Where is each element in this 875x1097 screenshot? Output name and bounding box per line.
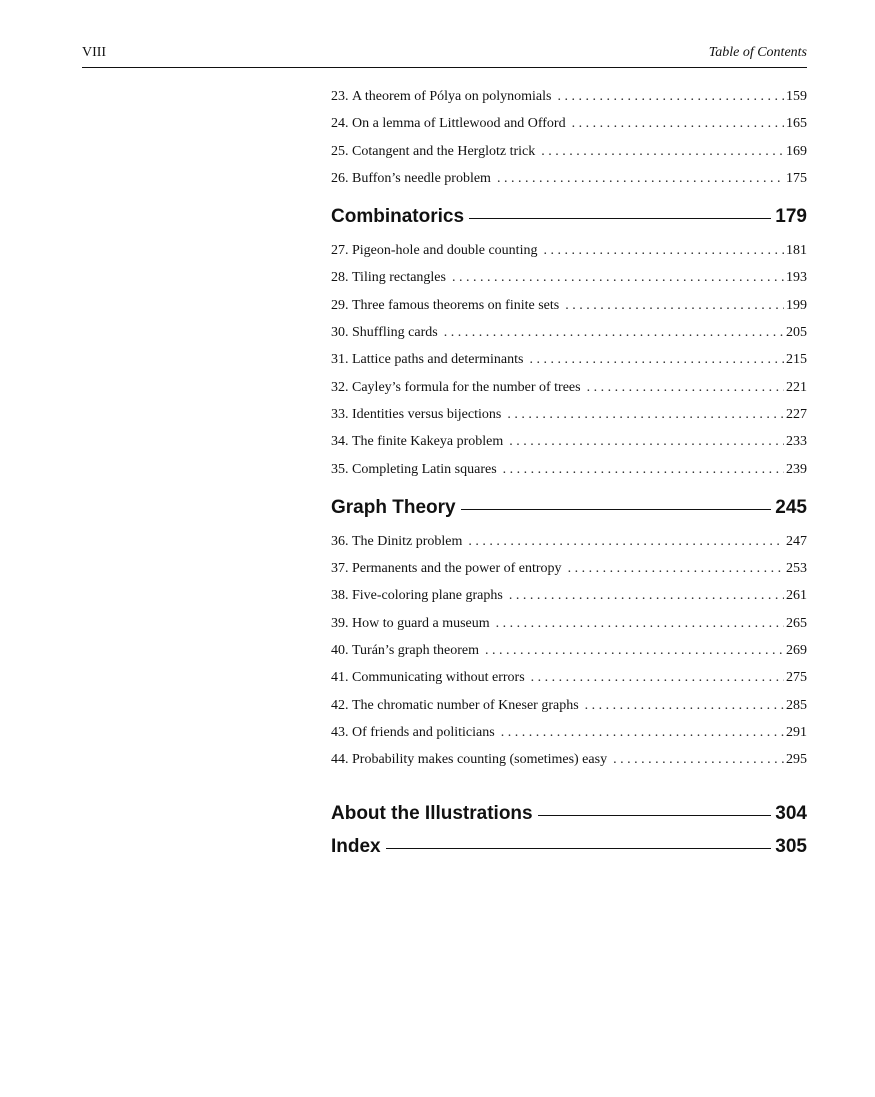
entry-title: A theorem of Pólya on polynomials [352,89,552,104]
entry-group [331,532,807,778]
entry-title: The Dinitz problem [352,533,463,549]
dot-leader [529,350,784,370]
entry-number: 39. [331,615,349,631]
entry-page: 261 [786,588,807,604]
part-title: Graph Theory [331,496,456,518]
dot-leader [509,586,784,606]
part-page: 245 [775,496,807,518]
entry-title: Probability makes counting (sometimes) easy [352,752,608,768]
heading-rule [386,848,772,849]
dot-leader [585,696,784,716]
entry-number: 33. [331,406,349,422]
entry-page: 205 [786,325,807,341]
entry-number: 44. [331,752,349,768]
entry-number: 35. [331,461,349,477]
part-title: Combinatorics [331,206,465,228]
entry-number: 23. [331,89,349,104]
toc-entry[interactable] [331,378,807,405]
entry-page: 253 [786,561,807,577]
dot-leader [468,532,784,552]
entry-title: The finite Kakeya problem [352,434,504,450]
entry-number: 38. [331,588,349,604]
toc-entry[interactable] [331,641,807,668]
table-of-contents [331,87,807,859]
entry-title: Five-coloring plane graphs [352,588,503,604]
entry-title: Three famous theorems on finite sets [352,297,560,313]
heading-rule [461,509,772,510]
part-title: Index [331,835,381,857]
entry-title: Identities versus bijections [352,406,502,422]
entry-number: 27. [331,243,349,259]
dot-leader [613,750,784,770]
dot-leader [568,559,784,579]
toc-entry[interactable] [331,241,807,268]
toc-entry[interactable] [331,614,807,641]
entry-title: Lattice paths and determinants [352,352,524,368]
dot-leader [507,405,784,425]
toc-entry[interactable] [331,696,807,723]
entry-title: Shuffling cards [352,325,438,341]
running-header [82,45,807,68]
entry-number: 30. [331,325,349,341]
entry-page: 181 [786,243,807,259]
dot-leader [503,460,784,480]
heading-rule [469,218,771,219]
entry-number: 41. [331,670,349,686]
entry-page: 291 [786,724,807,740]
entry-page: 199 [786,297,807,313]
toc-entry[interactable] [331,750,807,777]
entry-page: 247 [786,533,807,549]
entry-number: 36. [331,533,349,549]
entry-number: 26. [331,170,349,186]
entry-title: The chromatic number of Kneser graphs [352,697,579,713]
entry-number: 40. [331,643,349,659]
dot-leader [572,114,784,134]
entry-page: 265 [786,615,807,631]
entry-page: 221 [786,379,807,395]
entry-page: 269 [786,643,807,659]
dot-leader [444,323,784,343]
entry-page: 193 [786,270,807,286]
page-number: VIII [82,45,107,60]
toc-entry[interactable] [331,559,807,586]
entry-title: Buffon’s needle problem [352,170,491,186]
entry-number: 42. [331,697,349,713]
entry-number: 25. [331,143,349,159]
entry-group [331,241,807,487]
toc-entry[interactable] [331,668,807,695]
dot-leader [543,241,784,261]
dot-leader [531,668,784,688]
part-page: 305 [775,835,807,857]
toc-entry[interactable] [331,296,807,323]
entry-title: Communicating without errors [352,670,525,686]
entry-title: Turán’s graph theorem [352,643,480,659]
dot-leader [541,142,784,162]
running-title: Table of Contents [708,45,807,60]
entry-page: 285 [786,697,807,713]
entry-group [331,87,807,196]
entry-title: On a lemma of Littlewood and Offord [352,116,566,132]
toc-entry[interactable] [331,405,807,432]
toc-entry[interactable] [331,586,807,613]
toc-entry[interactable] [331,432,807,459]
toc-entry[interactable] [331,169,807,196]
entry-title: Pigeon-hole and double counting [352,243,538,259]
entry-number: 28. [331,270,349,286]
entry-page: 215 [786,352,807,368]
dot-leader [496,614,784,634]
dot-leader [557,87,784,107]
entry-title: Permanents and the power of entropy [352,561,562,577]
entry-page: 275 [786,670,807,686]
entry-title: Cayley’s formula for the number of trees [352,379,581,395]
dot-leader [565,296,784,316]
entry-title: Of friends and politicians [352,724,495,740]
part-title: About the Illustrations [331,802,533,824]
dot-leader [509,432,784,452]
entry-number: 37. [331,561,349,577]
part-heading-about-illustrations[interactable] [331,802,807,826]
toc-entry[interactable] [331,142,807,169]
entry-page: 233 [786,434,807,450]
entry-number: 31. [331,352,349,368]
toc-entry[interactable] [331,460,807,487]
entry-page: 175 [786,170,807,186]
entry-number: 32. [331,379,349,395]
dot-leader [587,378,784,398]
part-heading-graph-theory[interactable] [331,496,807,520]
entry-page: 165 [786,116,807,132]
toc-entry[interactable] [331,114,807,141]
toc-entry[interactable] [331,323,807,350]
toc-entry[interactable] [331,532,807,559]
entry-page: 295 [786,752,807,768]
part-heading-index[interactable] [331,835,807,859]
dot-leader [452,268,784,288]
entry-number: 43. [331,724,349,740]
toc-entry[interactable] [331,350,807,377]
entry-title: Tiling rectangles [352,270,446,286]
entry-page: 159 [786,89,807,104]
entry-page: 227 [786,406,807,422]
toc-entry[interactable] [331,268,807,295]
entry-title: How to guard a museum [352,615,490,631]
entry-title: Completing Latin squares [352,461,497,477]
dot-leader [497,169,784,189]
part-page: 179 [775,206,807,228]
dot-leader [501,723,784,743]
toc-entry[interactable] [331,87,807,114]
toc-entry[interactable] [331,723,807,750]
entry-title: Cotangent and the Herglotz trick [352,143,536,159]
entry-number: 34. [331,434,349,450]
entry-number: 24. [331,116,349,132]
heading-rule [538,815,772,816]
entry-page: 169 [786,143,807,159]
entry-page: 239 [786,461,807,477]
entry-number: 29. [331,297,349,313]
part-heading-combinatorics[interactable] [331,205,807,229]
part-page: 304 [775,802,807,824]
dot-leader [485,641,784,661]
